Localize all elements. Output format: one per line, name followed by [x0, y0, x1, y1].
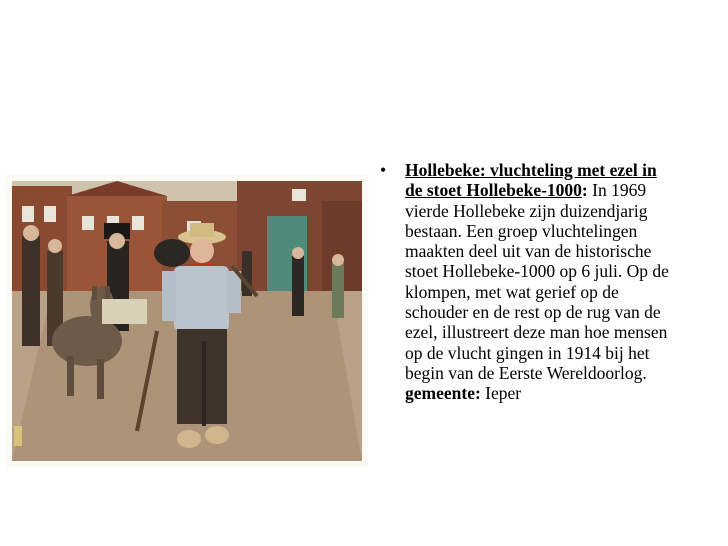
bullet-marker: • [380, 160, 387, 180]
bullet-item [380, 160, 670, 404]
municipality-label: gemeente: [405, 383, 481, 404]
bullet-content [405, 160, 670, 404]
description-text: In 1969 vierde Hollebeke zijn duizendjarig bestaan. Een groep vluchtelingen maakten deel uit van de historische stoet Hollebeke-1000 op 6 juli. Op de klompen, met wat gerief op de schouder en de rest op de rug van de ezel, illustreert deze man hoe mensen op de vlucht gingen in 1914 bij het begin van de Eerste Wereldoorlog. [405, 180, 669, 383]
municipality-value: Ieper [485, 383, 522, 404]
photo-frame [6, 175, 368, 467]
slide-text [380, 160, 670, 404]
title-link[interactable]: Hollebeke: vluchteling met ezel in de stoet Hollebeke-1000 [405, 160, 657, 201]
title-colon: : [581, 180, 588, 201]
historical-photo [12, 181, 362, 461]
